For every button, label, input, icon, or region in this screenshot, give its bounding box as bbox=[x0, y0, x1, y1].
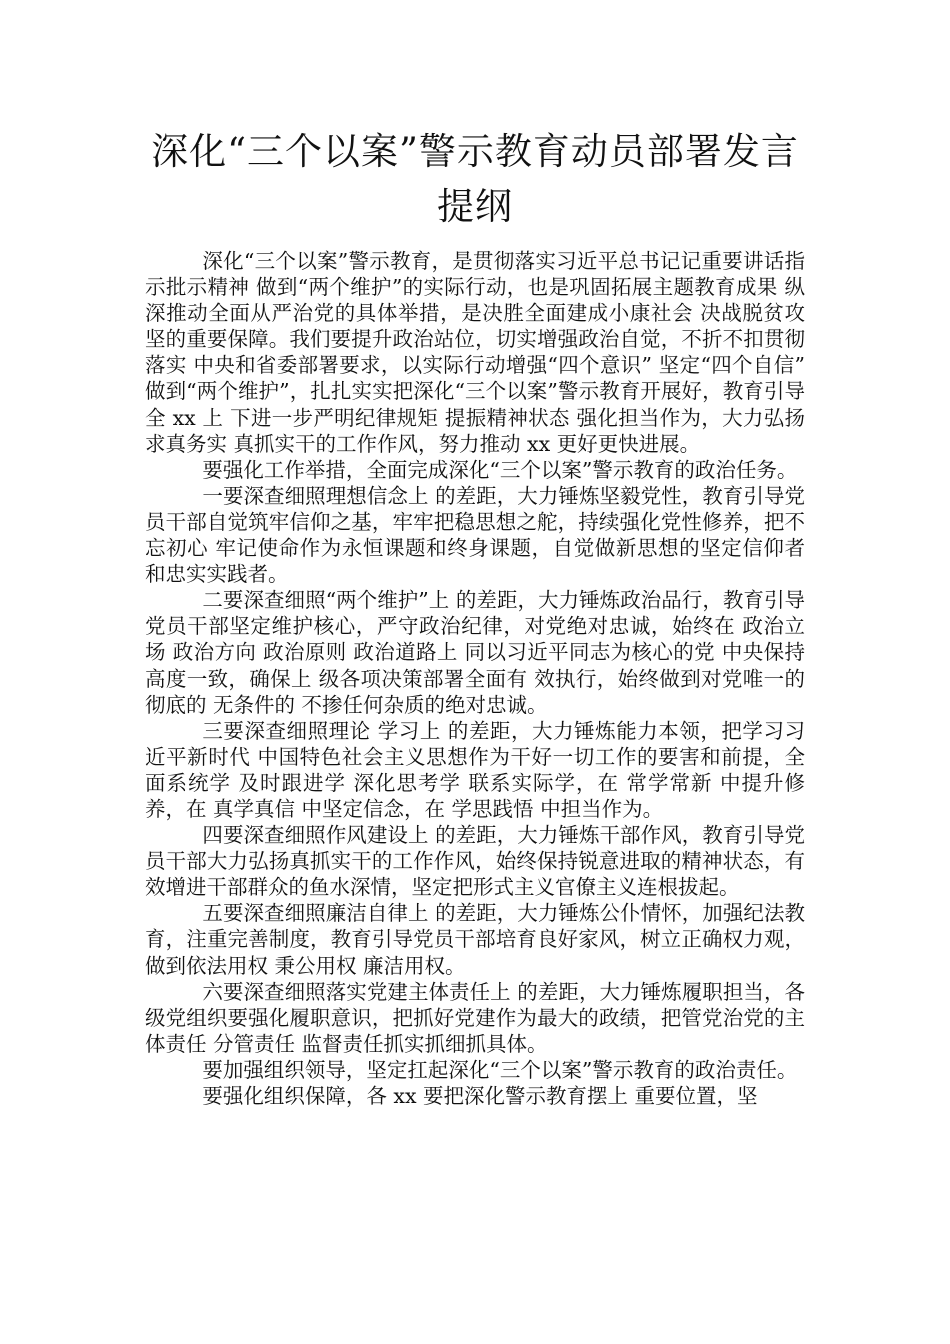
document-title: 深化“三个以案”警示教育动员部署发言提纲 bbox=[151, 130, 799, 228]
paragraph-leadership: 要加强组织领导，坚定扛起深化“三个以案”警示教育的政治责任。 bbox=[202, 1057, 798, 1082]
document-body bbox=[145, 248, 805, 1109]
paragraph-point-4: 四要深查细照作风建设上 的差距，大力锤炼干部作风，教育引导党员干部大力弘扬真抓实干的工作作风，始终保持锐意进取的精神状态，有 效增进干部群众的鱼水深情，坚定把形式主义官僚主义连根拔起。 bbox=[145, 823, 805, 900]
paragraph-intro: 深化“三个以案”警示教育，是贯彻落实习近平总书记记重要讲话指示批示精神 做到“两个维护”的实际行动，也是巩固拓展主题教育成果 纵深推动全面从严治党的具体举措，是决胜全面建成小康社会 决战脱贫攻坚的重要保障。我们要提升政治站位，切实增强政治自觉，不折不扣贯彻落实 中央和省委部署要求，以实际行动增强“四个意识” 坚定“四个自信” 做到“两个维护”，扎扎实实把深化“三个以案”警示教育开展好，教育引导全 xx 上 下进一步严明纪律规矩 提振精神状态 强化担当作为，大力弘扬求真务实 真抓实干的工作作风，努力推动 xx 更好更快进展。 bbox=[145, 249, 805, 456]
paragraph-guarantee: 要强化组织保障，各 xx 要把深化警示教育摆上 重要位置，坚 bbox=[202, 1084, 758, 1108]
paragraph-point-3: 三要深查细照理论 学习上 的差距，大力锤炼能力本领，把学习习近平新时代 中国特色社会主义思想作为干好一切工作的要害和前提，全面系统学 及时跟进学 深化思考学 联系实际学，在 常学常新 中提升修养，在 真学真信 中坚定信念，在 学思践悟 中担当作为。 bbox=[145, 718, 805, 821]
paragraph-point-6: 六要深查细照落实党建主体责任上 的差距，大力锤炼履职担当，各级党组织要强化履职意识，把抓好党建作为最大的政绩，把管党治党的主体责任 分管责任 监督责任抓实抓细抓具体。 bbox=[145, 979, 805, 1056]
paragraph-point-2: 二要深查细照“两个维护”上 的差距，大力锤炼政治品行，教育引导党员干部坚定维护核心，严守政治纪律，对党绝对忠诚，始终在 政治立场 政治方向 政治原则 政治道路上 同以习近平同志为核心的党 中央保持高度一致，确保上 级各项决策部署全面有 效执行，始终做到对党唯一的 彻底的 无条件的 不掺任何杂质的绝对忠诚。 bbox=[145, 588, 805, 717]
paragraph-measures: 要强化工作举措，全面完成深化“三个以案”警示教育的政治任务。 bbox=[202, 457, 798, 482]
paragraph-point-5: 五要深查细照廉洁自律上 的差距，大力锤炼公仆情怀，加强纪法教育，注重完善制度，教育引导党员干部培育良好家风，树立正确权力观，做到依法用权 秉公用权 廉洁用权。 bbox=[145, 901, 805, 978]
paragraph-point-1: 一要深查细照理想信念上 的差距，大力锤炼坚毅党性，教育引导党员干部自觉筑牢信仰之基，牢牢把稳思想之舵，持续强化党性修养，把不忘初心 牢记使命作为永恒课题和终身课题，自觉做新思想的坚定信仰者和忠实实践者。 bbox=[145, 483, 805, 587]
